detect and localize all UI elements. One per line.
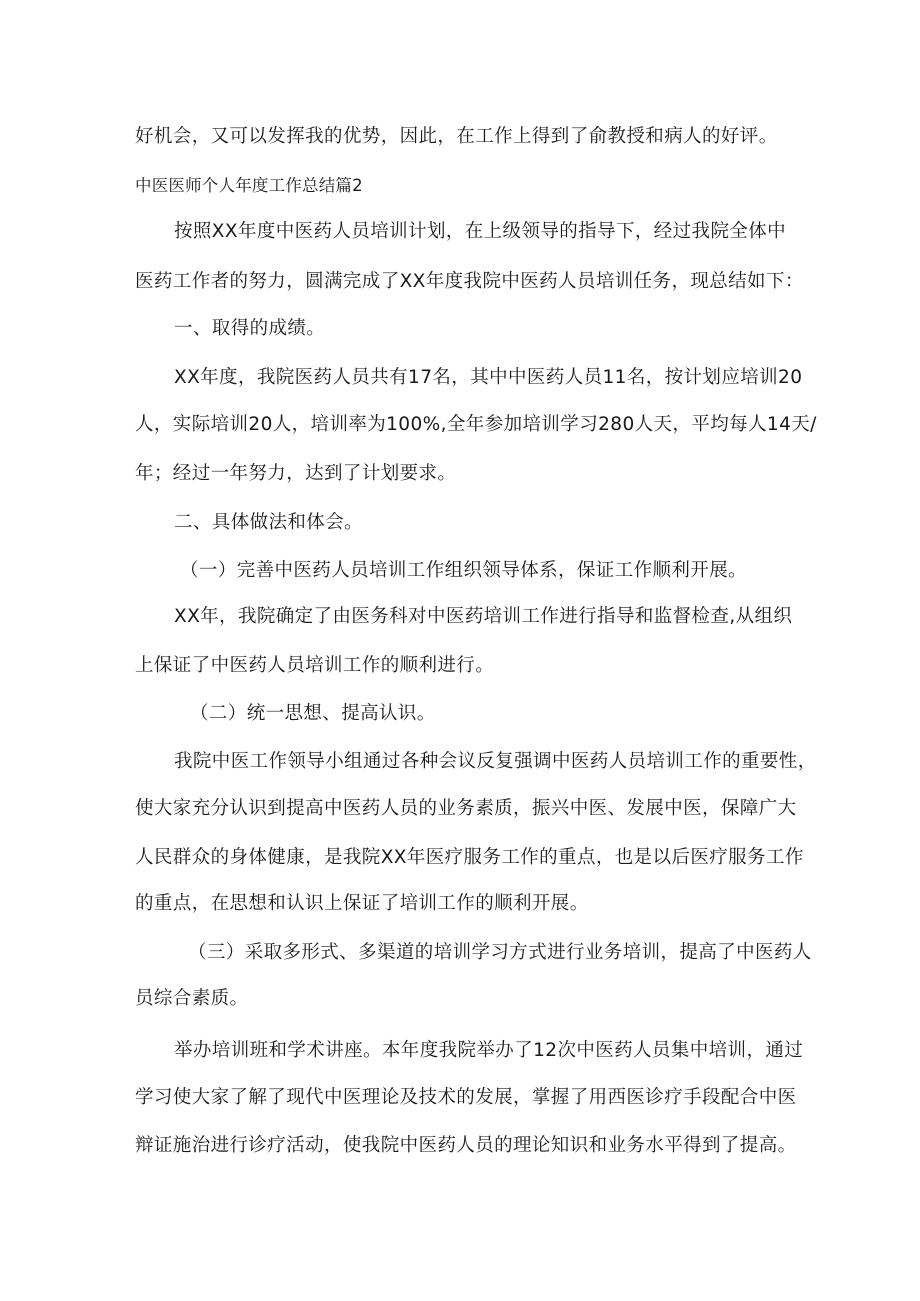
paragraph-line: 好机会，又可以发挥我的优势，因此，在工作上得到了俞教授和病人的好评。 [135,126,778,147]
paragraph-line: 学习使大家了解了现代中医理论及技术的发展，掌握了用西医诊疗手段配合中医 [135,1087,797,1108]
paragraph-line: 年；经过一年努力，达到了计划要求。 [135,463,457,484]
section-heading: 二、具体做法和体会。 [174,512,364,533]
paragraph-line: XX年度，我院医药人员共有17名，其中中医药人员11名，按计划应培训20 [174,367,803,388]
paragraph-line: 使大家充分认识到提高中医药人员的业务素质，振兴中医、发展中医，保障广大 [135,798,797,819]
paragraph-line: 我院中医工作领导小组通过各种会议反复强调中医药人员培训工作的重要性， [174,751,817,772]
paragraph-line: 上保证了中医药人员培训工作的顺利进行。 [135,655,495,676]
subsection-heading: （三）采取多形式、多渠道的培训学习方式进行业务培训，提高了中医药人 [188,942,812,963]
section-heading: 一、取得的成绩。 [174,318,326,339]
section-title: 中医医师个人年度工作总结篇2 [135,176,363,195]
paragraph-line: 的重点，在思想和认识上保证了培训工作的顺利开展。 [135,893,589,914]
paragraph-line: XX年，我院确定了由医务科对中医药培训工作进行指导和监督检查,从组织 [174,606,793,627]
subsection-heading: （二）统一思想、提高认识。 [190,703,436,724]
paragraph-line: 辩证施治进行诊疗活动，使我院中医药人员的理论知识和业务水平得到了提高。 [135,1135,797,1156]
paragraph-line: 举办培训班和学术讲座。本年度我院举办了12次中医药人员集中培训，通过 [174,1040,804,1061]
paragraph-line: 人，实际培训20人，培训率为100%,全年参加培训学习280人天，平均每人14天/ [135,414,817,435]
paragraph-line: 医药工作者的努力，圆满完成了XX年度我院中医药人员培训任务，现总结如下： [135,271,804,292]
paragraph-line: 按照XX年度中医药人员培训计划，在上级领导的指导下，经过我院全体中 [174,221,787,242]
subsection-heading: （一）完善中医药人员培训工作组织领导体系，保证工作顺利开展。 [180,560,748,581]
subsection-heading: 员综合素质。 [135,988,249,1009]
paragraph-line: 人民群众的身体健康，是我院XX年医疗服务工作的重点，也是以后医疗服务工作 [135,847,804,868]
